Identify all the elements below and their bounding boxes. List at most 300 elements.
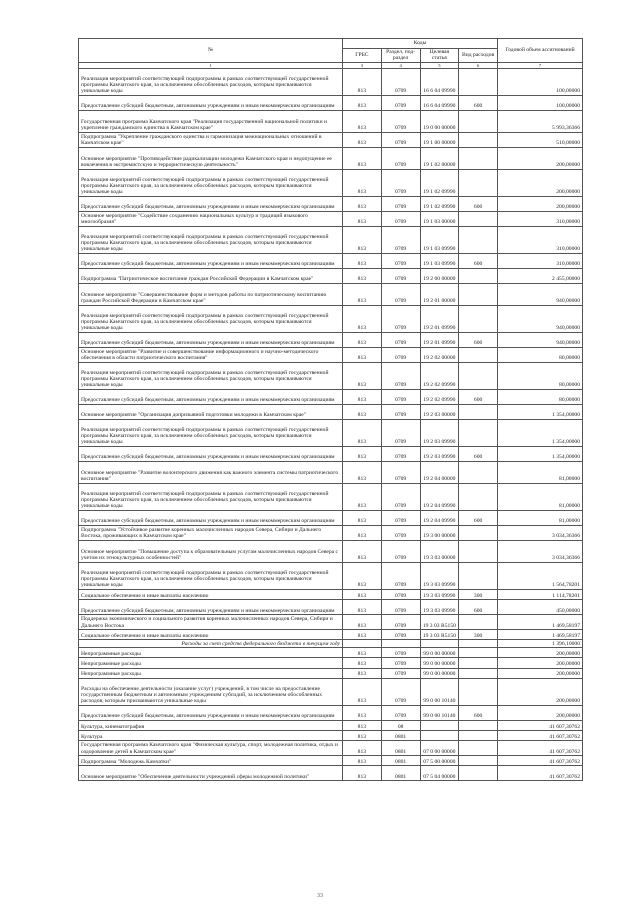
row-expense-type [459, 132, 498, 147]
row-expense-type [459, 720, 498, 730]
row-section: 0709 [381, 132, 420, 147]
column-index: 7 [498, 62, 583, 68]
row-section: 0709 [381, 600, 420, 615]
row-expense-type [459, 648, 498, 658]
row-expense-type: 300 [459, 589, 498, 599]
row-grbs: 813 [343, 362, 382, 389]
row-sum: 1 354,00000 [498, 419, 583, 446]
row-sum: 1 564,78201 [498, 562, 583, 589]
row-section: 0709 [381, 648, 420, 658]
row-article: 99 0 00 10140 [420, 705, 459, 720]
row-name: Подпрограмма "Устойчивое развитие коренных малочисленных народов Севера, Сибири и Дальнего Востока, проживающих в Камчатском крае" [79, 525, 343, 540]
row-article: 07 5 04 00000 [420, 766, 459, 781]
row-name: Основное мероприятие "Развитие и совершенствование информационного и научно-методического обеспечения в области патриотического воспитания" [79, 347, 343, 362]
row-expense-type [459, 483, 498, 510]
row-name: Основное мероприятие "Противодействие радикализации молодежи Камчатского края и недопущение ее вовлечения в экстремистскую и террористическую деятельность" [79, 147, 343, 169]
row-sum: 1 114,78201 [498, 589, 583, 599]
table-row [79, 562, 583, 589]
row-grbs: 813 [343, 510, 382, 525]
row-name: Реализация мероприятий соответствующей подпрограммы в рамках соответствующей государственной программы Камчатского края, за исключением обособленных расходов, которым присваиваются уникальные коды [79, 305, 343, 332]
row-article: 07 0 00 00000 [420, 741, 459, 756]
row-expense-type [459, 525, 498, 540]
row-sum: 81,00000 [498, 483, 583, 510]
row-expense-type [459, 268, 498, 283]
row-article: 19 3 03 09990 [420, 600, 459, 615]
row-expense-type: 600 [459, 705, 498, 720]
row-sum: 940,00000 [498, 305, 583, 332]
row-section: 0709 [381, 562, 420, 589]
header-article: Целевая статья [420, 49, 459, 63]
row-name: Государственная программа Камчатского края "Физическая культура, спорт, молодежная политика, отдых и оздоровление детей в Камчатском крае" [79, 741, 343, 756]
row-section: 0801 [381, 730, 420, 740]
row-grbs: 813 [343, 147, 382, 169]
header-codes: Коды [343, 39, 498, 49]
row-grbs: 813 [343, 540, 382, 562]
row-grbs: 813 [343, 253, 382, 268]
row-name: Поддержка экономического и социального развития коренных малочисленных народов Севера, Сибири и Дальнего Востока [79, 615, 343, 630]
row-article: 99 0 00 10140 [420, 678, 459, 705]
row-sum: 1 469,58197 [498, 630, 583, 640]
row-name: Реализация мероприятий соответствующей подпрограммы в рамках соответствующей государственной программы Камчатского края, за исключением обособленных расходов, которым присваиваются уникальные коды [79, 169, 343, 196]
table-row [79, 678, 583, 705]
table-row [79, 741, 583, 756]
row-article: 19 1 02 09990 [420, 196, 459, 211]
row-name: Предоставление субсидий бюджетным, автономным учреждениям и иным некоммерческим организациям [79, 510, 343, 525]
row-name: Основное мероприятие "Совершенствование форм и методов работы по патриотическому воспитанию граждан Российской Федерации в Камчатском крае" [79, 283, 343, 305]
table-row [79, 510, 583, 525]
table-row [79, 169, 583, 196]
row-expense-type: 600 [459, 446, 498, 461]
row-expense-type [459, 169, 498, 196]
row-section: 0709 [381, 589, 420, 599]
row-grbs: 813 [343, 132, 382, 147]
table-row [79, 95, 583, 110]
row-article: 07 5 00 00000 [420, 756, 459, 766]
table-row [79, 283, 583, 305]
row-expense-type [459, 730, 498, 740]
column-index: 4 [381, 62, 420, 68]
row-sum: 200,00000 [498, 147, 583, 169]
row-article [420, 720, 459, 730]
row-sum: 510,00000 [498, 132, 583, 147]
row-expense-type [459, 741, 498, 756]
row-sum: 1 354,00000 [498, 404, 583, 419]
row-name: Основное мероприятие "Развитие волонтерского движения как важного элемента системы патриотического воспитания" [79, 461, 343, 483]
row-grbs: 813 [343, 648, 382, 658]
row-expense-type [459, 756, 498, 766]
row-sum: 81,00000 [498, 461, 583, 483]
row-section: 0709 [381, 95, 420, 110]
row-sum: 1 354,00000 [498, 446, 583, 461]
row-name: Социальное обеспечение и иные выплаты населению [79, 630, 343, 640]
row-sum: 200,00000 [498, 196, 583, 211]
row-grbs: 813 [343, 68, 382, 95]
row-sum: 450,00000 [498, 600, 583, 615]
row-grbs: 813 [343, 766, 382, 781]
row-grbs [343, 640, 382, 648]
table-row [79, 110, 583, 132]
table-row [79, 668, 583, 678]
row-expense-type [459, 766, 498, 781]
row-article: 19 2 01 00000 [420, 283, 459, 305]
row-section: 0709 [381, 483, 420, 510]
row-section: 0709 [381, 268, 420, 283]
row-expense-type: 600 [459, 600, 498, 615]
row-section: 0709 [381, 332, 420, 347]
row-name: Предоставление субсидий бюджетным, автономным учреждениям и иным некоммерческим организациям [79, 196, 343, 211]
row-name: Расходы за счет средств федерального бюджета в текущем году [79, 640, 343, 648]
row-article: 19 3 03 R5150 [420, 630, 459, 640]
row-grbs: 813 [343, 389, 382, 404]
row-sum: 80,00000 [498, 362, 583, 389]
table-row [79, 347, 583, 362]
table-row [79, 720, 583, 730]
row-article [420, 730, 459, 740]
row-sum: 200,00000 [498, 678, 583, 705]
table-row [79, 211, 583, 226]
row-sum: 100,00000 [498, 68, 583, 95]
row-name: Основное мероприятие "Содействие сохранению национальных культур и традиций языкового многообразия" [79, 211, 343, 226]
row-expense-type [459, 362, 498, 389]
header-sum: Годовой объем ассигнований [498, 39, 583, 63]
row-name: Предоставление субсидий бюджетным, автономным учреждениям и иным некоммерческим организациям [79, 332, 343, 347]
row-article: 19 2 02 09990 [420, 362, 459, 389]
row-section: 0709 [381, 540, 420, 562]
row-article: 19 2 01 09990 [420, 305, 459, 332]
row-section: 0709 [381, 678, 420, 705]
row-section: 0709 [381, 404, 420, 419]
row-grbs: 813 [343, 169, 382, 196]
row-expense-type: 600 [459, 196, 498, 211]
row-expense-type [459, 283, 498, 305]
row-section: 0801 [381, 741, 420, 756]
table-row [79, 461, 583, 483]
row-section: 0709 [381, 419, 420, 446]
row-section: 0709 [381, 461, 420, 483]
row-grbs: 813 [343, 741, 382, 756]
table-row [79, 362, 583, 389]
row-expense-type [459, 615, 498, 630]
row-expense-type [459, 562, 498, 589]
row-name: Непрограммные расходы [79, 648, 343, 658]
table-row [79, 253, 583, 268]
column-index: 6 [459, 62, 498, 68]
row-grbs: 813 [343, 705, 382, 720]
row-sum: 41 607,30762 [498, 741, 583, 756]
row-article: 19 1 03 09990 [420, 253, 459, 268]
table-row [79, 766, 583, 781]
row-grbs: 813 [343, 95, 382, 110]
row-name: Реализация мероприятий соответствующей подпрограммы в рамках соответствующей государственной программы Камчатского края, за исключением обособленных расходов, которым присваиваются уникальные коды [79, 562, 343, 589]
row-grbs: 813 [343, 305, 382, 332]
row-grbs: 813 [343, 668, 382, 678]
row-article: 19 2 02 00000 [420, 347, 459, 362]
row-grbs: 813 [343, 483, 382, 510]
row-name: Расходы на обеспечение деятельности (оказание услуг) учреждений, в том числе на предоставление государственным бюджетным и автономным учреждениям субсидий, за исключением обособленных расходов, которым присваиваются уникальные коды [79, 678, 343, 705]
row-name: Непрограммные расходы [79, 668, 343, 678]
row-grbs: 813 [343, 110, 382, 132]
row-name: Непрограммные расходы [79, 658, 343, 668]
row-name: Подпрограмма "Патриотическое воспитание граждан Российской Федерации в Камчатском крае" [79, 268, 343, 283]
table-row [79, 419, 583, 446]
row-article [420, 640, 459, 648]
row-sum: 200,00000 [498, 169, 583, 196]
row-section: 0709 [381, 226, 420, 253]
budget-table [78, 38, 583, 781]
row-sum: 310,00000 [498, 226, 583, 253]
row-name: Социальное обеспечение и иные выплаты населению [79, 589, 343, 599]
row-grbs: 813 [343, 562, 382, 589]
table-body [79, 68, 583, 781]
row-expense-type: 600 [459, 253, 498, 268]
row-name: Подпрограмма "Укрепление гражданского единства и гармонизация межнациональных отношений в Камчатском крае" [79, 132, 343, 147]
row-sum: 41 607,30762 [498, 720, 583, 730]
header-expense-type: Вид расходов [459, 49, 498, 63]
row-sum: 200,00000 [498, 705, 583, 720]
row-name: Подпрограмма "Молодежь Камчатки" [79, 756, 343, 766]
table-row [79, 756, 583, 766]
row-expense-type [459, 226, 498, 253]
header-number: № [79, 39, 343, 63]
row-section: 0709 [381, 389, 420, 404]
table-row [79, 540, 583, 562]
row-expense-type [459, 678, 498, 705]
row-article: 19 1 02 00000 [420, 147, 459, 169]
table-row [79, 525, 583, 540]
row-expense-type [459, 110, 498, 132]
table-row [79, 68, 583, 95]
row-sum: 1 469,58197 [498, 615, 583, 630]
row-grbs: 813 [343, 600, 382, 615]
row-sum: 3 034,36366 [498, 540, 583, 562]
table-row [79, 132, 583, 147]
table-row [79, 705, 583, 720]
row-sum: 41 607,30762 [498, 766, 583, 781]
table-row [79, 404, 583, 419]
row-expense-type: 600 [459, 389, 498, 404]
row-grbs: 813 [343, 756, 382, 766]
row-expense-type [459, 147, 498, 169]
row-grbs: 813 [343, 615, 382, 630]
row-grbs: 813 [343, 283, 382, 305]
header-row-1 [79, 39, 583, 49]
table-row [79, 446, 583, 461]
row-expense-type: 600 [459, 510, 498, 525]
row-article: 16 6 04 09990 [420, 95, 459, 110]
row-article: 19 3 03 09990 [420, 562, 459, 589]
row-sum: 200,00000 [498, 658, 583, 668]
row-name: Основное мероприятие "Обеспечение деятельности учреждений сферы молодежной политики" [79, 766, 343, 781]
row-section: 0709 [381, 446, 420, 461]
row-grbs: 813 [343, 419, 382, 446]
header-grbs: ГРБС [343, 49, 382, 63]
row-article: 19 2 01 09990 [420, 332, 459, 347]
row-article: 19 2 03 00000 [420, 404, 459, 419]
row-expense-type [459, 211, 498, 226]
row-name: Основное мероприятие "Организация допризывной подготовки молодежи в Камчатском крае" [79, 404, 343, 419]
row-section: 0709 [381, 668, 420, 678]
table-row [79, 305, 583, 332]
table-row [79, 730, 583, 740]
row-name: Культура, кинематография [79, 720, 343, 730]
row-expense-type [459, 419, 498, 446]
row-section: 0709 [381, 305, 420, 332]
row-grbs: 813 [343, 525, 382, 540]
page-number: 33 [317, 893, 323, 899]
row-name: Основное мероприятие "Повышение доступа к образовательным услугам малочисленных народов Севера с учетом их этнокультурных особенностей" [79, 540, 343, 562]
row-grbs: 813 [343, 658, 382, 668]
row-sum: 2 455,00000 [498, 268, 583, 283]
row-article: 19 3 03 R5150 [420, 615, 459, 630]
row-sum: 80,00000 [498, 389, 583, 404]
row-article: 19 1 02 09990 [420, 169, 459, 196]
row-article: 16 6 04 09990 [420, 68, 459, 95]
row-name: Реализация мероприятий соответствующей подпрограммы в рамках соответствующей государственной программы Камчатского края, за исключением обособленных расходов, которым присваиваются уникальные коды [79, 362, 343, 389]
row-sum: 81,00000 [498, 510, 583, 525]
row-name: Государственная программа Камчатского края "Реализация государственной национальной политики и укрепление гражданского единства в Камчатском крае" [79, 110, 343, 132]
column-index: 1 [79, 62, 343, 68]
row-grbs: 813 [343, 630, 382, 640]
row-article: 19 2 04 09990 [420, 510, 459, 525]
row-grbs: 813 [343, 720, 382, 730]
row-section: 08 [381, 720, 420, 730]
row-article: 99 0 00 00000 [420, 648, 459, 658]
row-expense-type [459, 668, 498, 678]
row-expense-type [459, 404, 498, 419]
row-sum: 310,00000 [498, 211, 583, 226]
row-section [381, 640, 420, 648]
row-expense-type [459, 68, 498, 95]
row-expense-type [459, 305, 498, 332]
row-name: Культура [79, 730, 343, 740]
row-sum: 80,00000 [498, 347, 583, 362]
table-row [79, 658, 583, 668]
row-name: Предоставление субсидий бюджетным, автономным учреждениям и иным некоммерческим организациям [79, 446, 343, 461]
row-sum: 41 607,30762 [498, 730, 583, 740]
row-grbs: 813 [343, 347, 382, 362]
row-expense-type [459, 347, 498, 362]
row-section: 0709 [381, 630, 420, 640]
table-row [79, 600, 583, 615]
row-grbs: 813 [343, 211, 382, 226]
row-name: Реализация мероприятий соответствующей подпрограммы в рамках соответствующей государственной программы Камчатского края, за исключением обособленных расходов, которым присваиваются уникальные коды [79, 483, 343, 510]
row-section: 0709 [381, 705, 420, 720]
row-sum: 200,00000 [498, 648, 583, 658]
row-section: 0709 [381, 110, 420, 132]
row-name: Реализация мероприятий соответствующей подпрограммы в рамках соответствующей государственной программы Камчатского края, за исключением обособленных расходов, которым присваиваются уникальные коды [79, 226, 343, 253]
row-section: 0709 [381, 362, 420, 389]
row-section: 0801 [381, 756, 420, 766]
row-article: 19 3 00 00000 [420, 525, 459, 540]
row-article: 19 3 03 09990 [420, 589, 459, 599]
row-article: 19 2 03 09990 [420, 419, 459, 446]
row-article: 19 2 02 09990 [420, 389, 459, 404]
row-expense-type: 600 [459, 95, 498, 110]
row-sum: 41 607,30762 [498, 756, 583, 766]
table-row [79, 226, 583, 253]
table-row [79, 268, 583, 283]
row-grbs: 813 [343, 268, 382, 283]
row-article: 19 2 04 00000 [420, 461, 459, 483]
row-article: 19 2 04 09990 [420, 483, 459, 510]
table-row [79, 640, 583, 648]
row-section: 0709 [381, 615, 420, 630]
row-grbs: 813 [343, 461, 382, 483]
column-index: 3 [343, 62, 382, 68]
row-sum: 940,00000 [498, 283, 583, 305]
row-name: Реализация мероприятий соответствующей подпрограммы в рамках соответствующей государственной программы Камчатского края, за исключением обособленных расходов, которым присваиваются уникальные коды [79, 68, 343, 95]
row-name: Предоставление субсидий бюджетным, автономным учреждениям и иным некоммерческим организациям [79, 95, 343, 110]
row-expense-type [459, 461, 498, 483]
row-section: 0709 [381, 211, 420, 226]
row-article: 19 2 03 09990 [420, 446, 459, 461]
table-row [79, 196, 583, 211]
table-row [79, 615, 583, 630]
row-sum: 1 396,10000 [498, 640, 583, 648]
row-article: 99 0 00 00000 [420, 668, 459, 678]
row-article: 19 2 00 00000 [420, 268, 459, 283]
row-sum: 5 993,36366 [498, 110, 583, 132]
row-section: 0709 [381, 196, 420, 211]
row-name: Предоставление субсидий бюджетным, автономным учреждениям и иным некоммерческим организациям [79, 253, 343, 268]
row-grbs: 813 [343, 730, 382, 740]
row-name: Реализация мероприятий соответствующей подпрограммы в рамках соответствующей государственной программы Камчатского края, за исключением обособленных расходов, которым присваиваются уникальные коды [79, 419, 343, 446]
row-section: 0709 [381, 169, 420, 196]
table-row [79, 332, 583, 347]
row-grbs: 813 [343, 332, 382, 347]
row-section: 0709 [381, 510, 420, 525]
row-grbs: 813 [343, 196, 382, 211]
row-section: 0709 [381, 283, 420, 305]
row-grbs: 813 [343, 446, 382, 461]
row-expense-type [459, 640, 498, 648]
table-row [79, 147, 583, 169]
row-grbs: 813 [343, 226, 382, 253]
row-sum: 100,00000 [498, 95, 583, 110]
row-article: 19 0 00 00000 [420, 110, 459, 132]
row-name: Предоставление субсидий бюджетным, автономным учреждениям и иным некоммерческим организациям [79, 705, 343, 720]
column-index: 5 [420, 62, 459, 68]
row-sum: 310,00000 [498, 253, 583, 268]
row-section: 0801 [381, 766, 420, 781]
row-section: 0709 [381, 147, 420, 169]
table-row [79, 589, 583, 599]
table-row [79, 389, 583, 404]
row-article: 19 1 03 00000 [420, 211, 459, 226]
row-section: 0709 [381, 658, 420, 668]
row-article: 19 1 03 09990 [420, 226, 459, 253]
header-section: Раздел, под-раздел [381, 49, 420, 63]
row-grbs: 813 [343, 404, 382, 419]
row-name: Предоставление субсидий бюджетным, автономным учреждениям и иным некоммерческим организациям [79, 600, 343, 615]
table-row [79, 648, 583, 658]
row-section: 0709 [381, 525, 420, 540]
row-expense-type [459, 658, 498, 668]
row-grbs: 813 [343, 589, 382, 599]
row-sum: 200,00000 [498, 668, 583, 678]
row-article: 99 0 00 00000 [420, 658, 459, 668]
row-sum: 3 034,36366 [498, 525, 583, 540]
row-grbs: 813 [343, 678, 382, 705]
row-name: Предоставление субсидий бюджетным, автономным учреждениям и иным некоммерческим организациям [79, 389, 343, 404]
row-article: 19 3 03 00000 [420, 540, 459, 562]
row-expense-type: 300 [459, 630, 498, 640]
row-sum: 940,00000 [498, 332, 583, 347]
row-section: 0709 [381, 253, 420, 268]
row-expense-type [459, 540, 498, 562]
table-row [79, 630, 583, 640]
row-section: 0709 [381, 347, 420, 362]
